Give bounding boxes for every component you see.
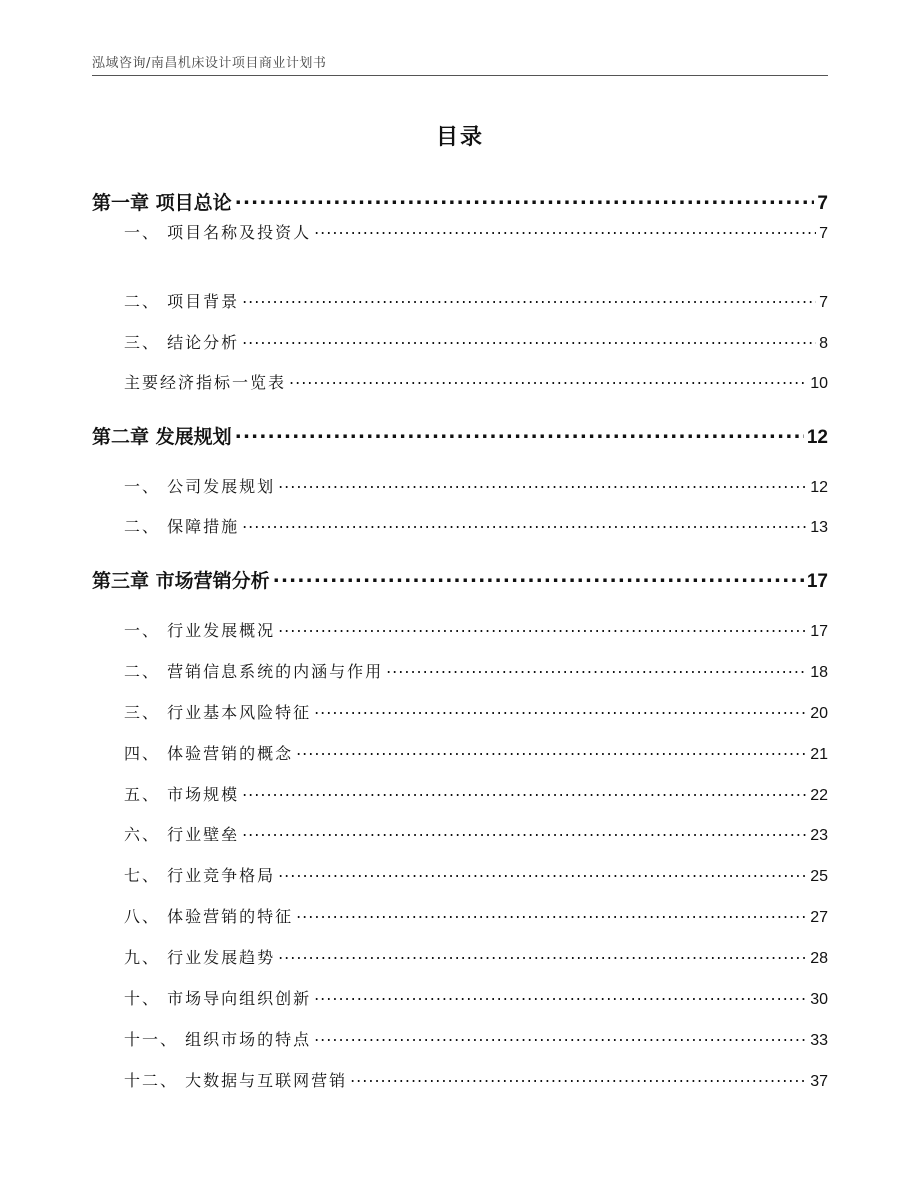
toc-entry[interactable] xyxy=(92,658,828,682)
dot-leader xyxy=(278,617,807,636)
dot-leader xyxy=(235,186,815,209)
toc-entry-label: 二、 营销信息系统的内涵与作用 xyxy=(124,662,384,682)
dot-leader xyxy=(278,862,807,881)
toc-entry-page: 7 xyxy=(817,192,828,214)
toc-entry-page: 22 xyxy=(810,787,828,805)
toc-entry-label: 四、 体验营销的概念 xyxy=(124,744,294,764)
toc-entry[interactable] xyxy=(92,473,828,497)
dot-leader xyxy=(242,781,807,800)
toc-entry-page: 21 xyxy=(810,746,828,764)
toc-entry-page: 23 xyxy=(810,827,828,845)
toc-entry-page: 33 xyxy=(810,1032,828,1050)
toc-entry-label: 八、 体验营销的特征 xyxy=(124,907,294,927)
dot-leader xyxy=(314,985,807,1004)
toc-entry[interactable] xyxy=(92,513,828,537)
toc-entry-page: 18 xyxy=(810,664,828,682)
toc-entry-label: 一、 行业发展概况 xyxy=(124,621,276,641)
toc-entry-chapter-1[interactable] xyxy=(92,186,828,215)
toc-entry-page: 30 xyxy=(810,991,828,1009)
toc-entry-page: 8 xyxy=(819,335,828,353)
dot-leader xyxy=(314,1026,807,1045)
toc-entry-label: 第二章 发展规划 xyxy=(92,425,232,448)
dot-leader xyxy=(350,1067,807,1086)
toc-entry-page: 12 xyxy=(806,426,828,448)
toc-entry-page: 37 xyxy=(810,1073,828,1091)
toc-entry[interactable] xyxy=(92,617,828,641)
toc-entry-label: 六、 行业壁垒 xyxy=(124,825,240,845)
toc-entry-chapter-2[interactable] xyxy=(92,420,828,449)
toc-entry-page: 20 xyxy=(810,705,828,723)
toc-title: 目录 xyxy=(435,125,484,150)
toc-entry[interactable] xyxy=(92,219,828,243)
toc-entry-page: 7 xyxy=(819,294,828,312)
toc-entry[interactable] xyxy=(92,329,828,353)
dot-leader xyxy=(386,658,807,677)
toc-entry-label: 三、 结论分析 xyxy=(124,333,240,353)
toc-entry-label: 三、 行业基本风险特征 xyxy=(124,703,312,723)
toc-entry[interactable] xyxy=(92,821,828,845)
toc-entry-label: 七、 行业竞争格局 xyxy=(124,866,276,886)
toc-entry-label: 十、 市场导向组织创新 xyxy=(124,989,312,1009)
dot-leader xyxy=(278,473,807,492)
toc-entry-page: 17 xyxy=(806,570,828,592)
dot-leader xyxy=(289,369,807,388)
toc-entry-label: 十一、 组织市场的特点 xyxy=(124,1030,312,1050)
toc-entry-page: 13 xyxy=(810,519,828,537)
dot-leader xyxy=(273,564,804,587)
dot-leader xyxy=(242,329,816,348)
toc-entry-label: 九、 行业发展趋势 xyxy=(124,948,276,968)
toc-entry-label: 一、 项目名称及投资人 xyxy=(124,223,312,243)
toc-entry[interactable] xyxy=(92,369,828,393)
dot-leader xyxy=(235,420,804,443)
toc-entry-page: 28 xyxy=(810,950,828,968)
toc-entry[interactable] xyxy=(92,1026,828,1050)
toc-entry[interactable] xyxy=(92,944,828,968)
dot-leader xyxy=(296,903,807,922)
toc-entry-chapter-3[interactable] xyxy=(92,564,828,593)
dot-leader xyxy=(314,219,816,238)
dot-leader xyxy=(242,288,816,307)
toc-entry-page: 12 xyxy=(810,479,828,497)
toc-entry-page: 25 xyxy=(810,868,828,886)
toc-entry[interactable] xyxy=(92,985,828,1009)
toc-entry[interactable] xyxy=(92,862,828,886)
toc-entry-label: 二、 项目背景 xyxy=(124,292,240,312)
toc-entry-label: 十二、 大数据与互联网营销 xyxy=(124,1071,348,1091)
toc-entry[interactable] xyxy=(92,781,828,805)
toc-entry-label: 五、 市场规模 xyxy=(124,785,240,805)
toc-entry-label: 主要经济指标一览表 xyxy=(124,373,287,393)
dot-leader xyxy=(296,740,807,759)
header-divider xyxy=(92,75,828,76)
dot-leader xyxy=(242,513,807,532)
toc-entry[interactable] xyxy=(92,740,828,764)
toc-entry-label: 二、 保障措施 xyxy=(124,517,240,537)
dot-leader xyxy=(242,821,807,840)
toc-entry[interactable] xyxy=(92,288,828,312)
toc-entry-label: 一、 公司发展规划 xyxy=(124,477,276,497)
toc-entry[interactable] xyxy=(92,903,828,927)
toc-entry-label: 第三章 市场营销分析 xyxy=(92,569,270,592)
header-text: 泓域咨询/南昌机床设计项目商业计划书 xyxy=(92,56,327,71)
dot-leader xyxy=(278,944,807,963)
toc-entry-page: 7 xyxy=(819,225,828,243)
toc-entry[interactable] xyxy=(92,699,828,723)
toc-entry-page: 17 xyxy=(810,623,828,641)
dot-leader xyxy=(314,699,807,718)
toc-entry-label: 第一章 项目总论 xyxy=(92,191,232,214)
toc-entry-page: 10 xyxy=(810,375,828,393)
toc-entry[interactable] xyxy=(92,1067,828,1091)
toc-entry-page: 27 xyxy=(810,909,828,927)
